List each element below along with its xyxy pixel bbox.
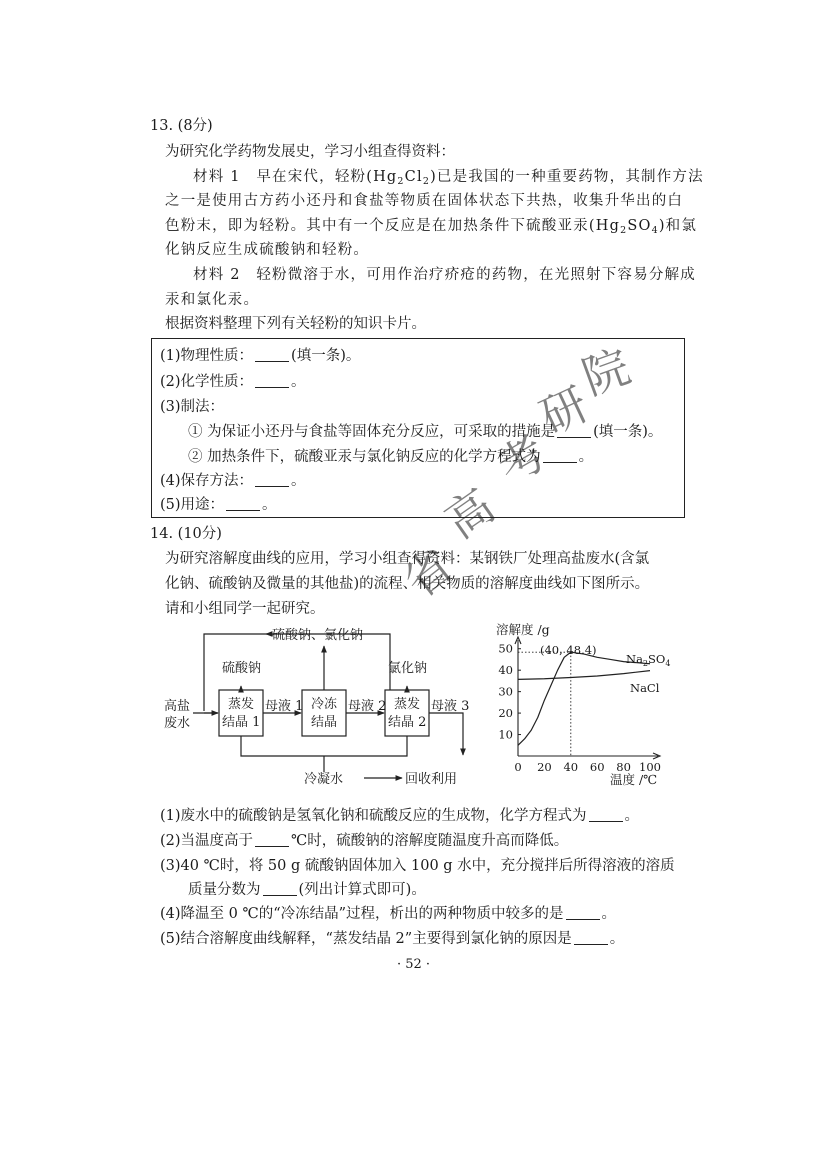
chart-annotation: (40, 48.4): [540, 643, 597, 657]
watermark-char: 研: [531, 376, 597, 445]
card-item-3-1: ① 为保证小还丹与食盐等固体充分反应，可采取的措施是 (填一条)。: [188, 424, 663, 440]
x-tick-label: 0: [514, 760, 522, 774]
mother-liquor-3: 母液 3: [431, 699, 470, 714]
box2-text-b: 结晶: [311, 715, 338, 730]
y-tick-label: 40: [498, 663, 513, 678]
flow-label-feed1: 高盐: [164, 699, 191, 714]
answer-blank[interactable]: [255, 832, 289, 847]
chart-ylabel: 溶解度 /g: [496, 622, 550, 637]
card-intro: 根据资料整理下列有关轻粉的知识卡片。: [165, 316, 426, 332]
card-item-1: (1)物理性质： (填一条)。: [160, 348, 361, 364]
answer-blank[interactable]: [263, 881, 297, 896]
card-item-2: (2)化学性质： 。: [160, 374, 306, 390]
material1-line4: 化钠反应生成硫酸钠和轻粉。: [165, 242, 370, 258]
flow-label-out1: 硫酸钠: [222, 661, 262, 676]
chart-xlabel: 温度 /℃: [610, 772, 658, 787]
q14-header: 14. (10分): [150, 526, 222, 542]
x-tick-label: 60: [589, 760, 605, 774]
y-tick-label: 30: [498, 684, 513, 699]
box3-text-a: 蒸发: [394, 697, 421, 712]
q14-para-2: 化钠、硫酸钠及微量的其他盐)的流程、相关物质的溶解度曲线如下图所示。: [165, 576, 650, 592]
box1-text-a: 蒸发: [228, 697, 255, 712]
material2-line1: 材料 2 轻粉微溶于水，可用作治疗疥疮的药物，在光照射下容易分解成: [193, 267, 696, 283]
q14-item-5: (5)结合溶解度曲线解释，“蒸发结晶 2”主要得到氯化钠的原因是 。: [160, 931, 625, 947]
mother-liquor-2: 母液 2: [348, 699, 387, 714]
x-tick-label: 100: [639, 760, 661, 774]
watermark-char: 省: [393, 537, 464, 609]
box2-text-a: 冷冻: [311, 697, 338, 712]
watermark-char: 高: [435, 478, 504, 550]
flow-label-feed2: 废水: [164, 716, 191, 731]
q14-item-4: (4)降温至 0 ℃的“冷冻结晶”过程，析出的两种物质中较多的是 。: [160, 906, 617, 922]
answer-blank[interactable]: [589, 807, 623, 822]
page-number: · 52 ·: [396, 957, 431, 972]
material1-line1: 材料 1 早在宋代，轻粉$(Hg_2Cl_2)$已是我国的一种重要药物，其制作方法: [193, 169, 704, 187]
q14-item-2: (2)当温度高于 ℃时，硫酸钠的溶解度随温度升高而降低。: [160, 833, 569, 849]
y-tick-label: 20: [498, 706, 513, 721]
flow-label-water: 冷凝水: [304, 772, 344, 787]
x-tick-label: 40: [563, 760, 579, 774]
legend-nacl: NaCl: [630, 681, 660, 695]
solubility-chart: [480, 618, 680, 788]
answer-blank[interactable]: [574, 930, 608, 945]
watermark-char: 考: [488, 424, 556, 495]
card-item-5: (5)用途： 。: [160, 497, 277, 513]
q14-para-1: 为研究溶解度曲线的应用，学习小组查得资料：某钢铁厂处理高盐废水(含氯: [165, 551, 650, 567]
flow-label-top: 硫酸钠、氯化钠: [272, 628, 364, 643]
x-tick-label: 20: [537, 760, 552, 774]
box1-text-b: 结晶 1: [222, 715, 261, 730]
material1-line3: 色粉末，即为轻粉。其中有一个反应是在加热条件下硫酸亚汞$(Hg_2SO_4)$和氯: [165, 218, 698, 236]
q14-para-3: 请和小组同学一起研究。: [165, 601, 325, 617]
watermark-char: 院: [575, 338, 637, 406]
answer-blank[interactable]: [566, 905, 600, 920]
q14-item-1: (1)废水中的硫酸钠是氢氧化钠和硫酸反应的生成物，化学方程式为 。: [160, 808, 640, 824]
box3-text-b: 结晶 2: [388, 715, 427, 730]
q13-intro: 为研究化学药物发展史，学习小组查得资料：: [165, 144, 455, 160]
flow-label-recycle: 回收利用: [405, 772, 458, 787]
legend-na2so4: $Na_2SO_4$: [626, 652, 671, 668]
x-tick-label: 80: [616, 760, 631, 774]
material2-line2: 汞和氯化汞。: [165, 292, 260, 308]
na2so4-curve: [518, 652, 650, 745]
mother-liquor-1: 母液 1: [265, 699, 304, 714]
card-item-3: (3)制法：: [160, 399, 225, 415]
material1-line2: 之一是使用古方药小还丹和食盐等物质在固体状态下共热，收集升华出的白: [165, 193, 684, 209]
card-item-3-2: ② 加热条件下，硫酸亚汞与氯化钠反应的化学方程式为 。: [188, 449, 594, 465]
y-tick-label: 10: [498, 727, 513, 742]
card-item-4: (4)保存方法： 。: [160, 473, 306, 489]
nacl-curve: [518, 671, 650, 680]
q14-item-3-b: 质量分数为 (列出计算式即可)。: [188, 882, 426, 898]
q14-item-3-a: (3)40 ℃时，将 50 g 硫酸钠固体加入 100 g 水中，充分搅拌后所得溶液的溶质: [160, 858, 675, 874]
flow-label-out2: 氯化钠: [388, 661, 428, 676]
q13-header: 13. (8分): [150, 118, 213, 134]
y-tick-label: 50: [498, 641, 513, 656]
